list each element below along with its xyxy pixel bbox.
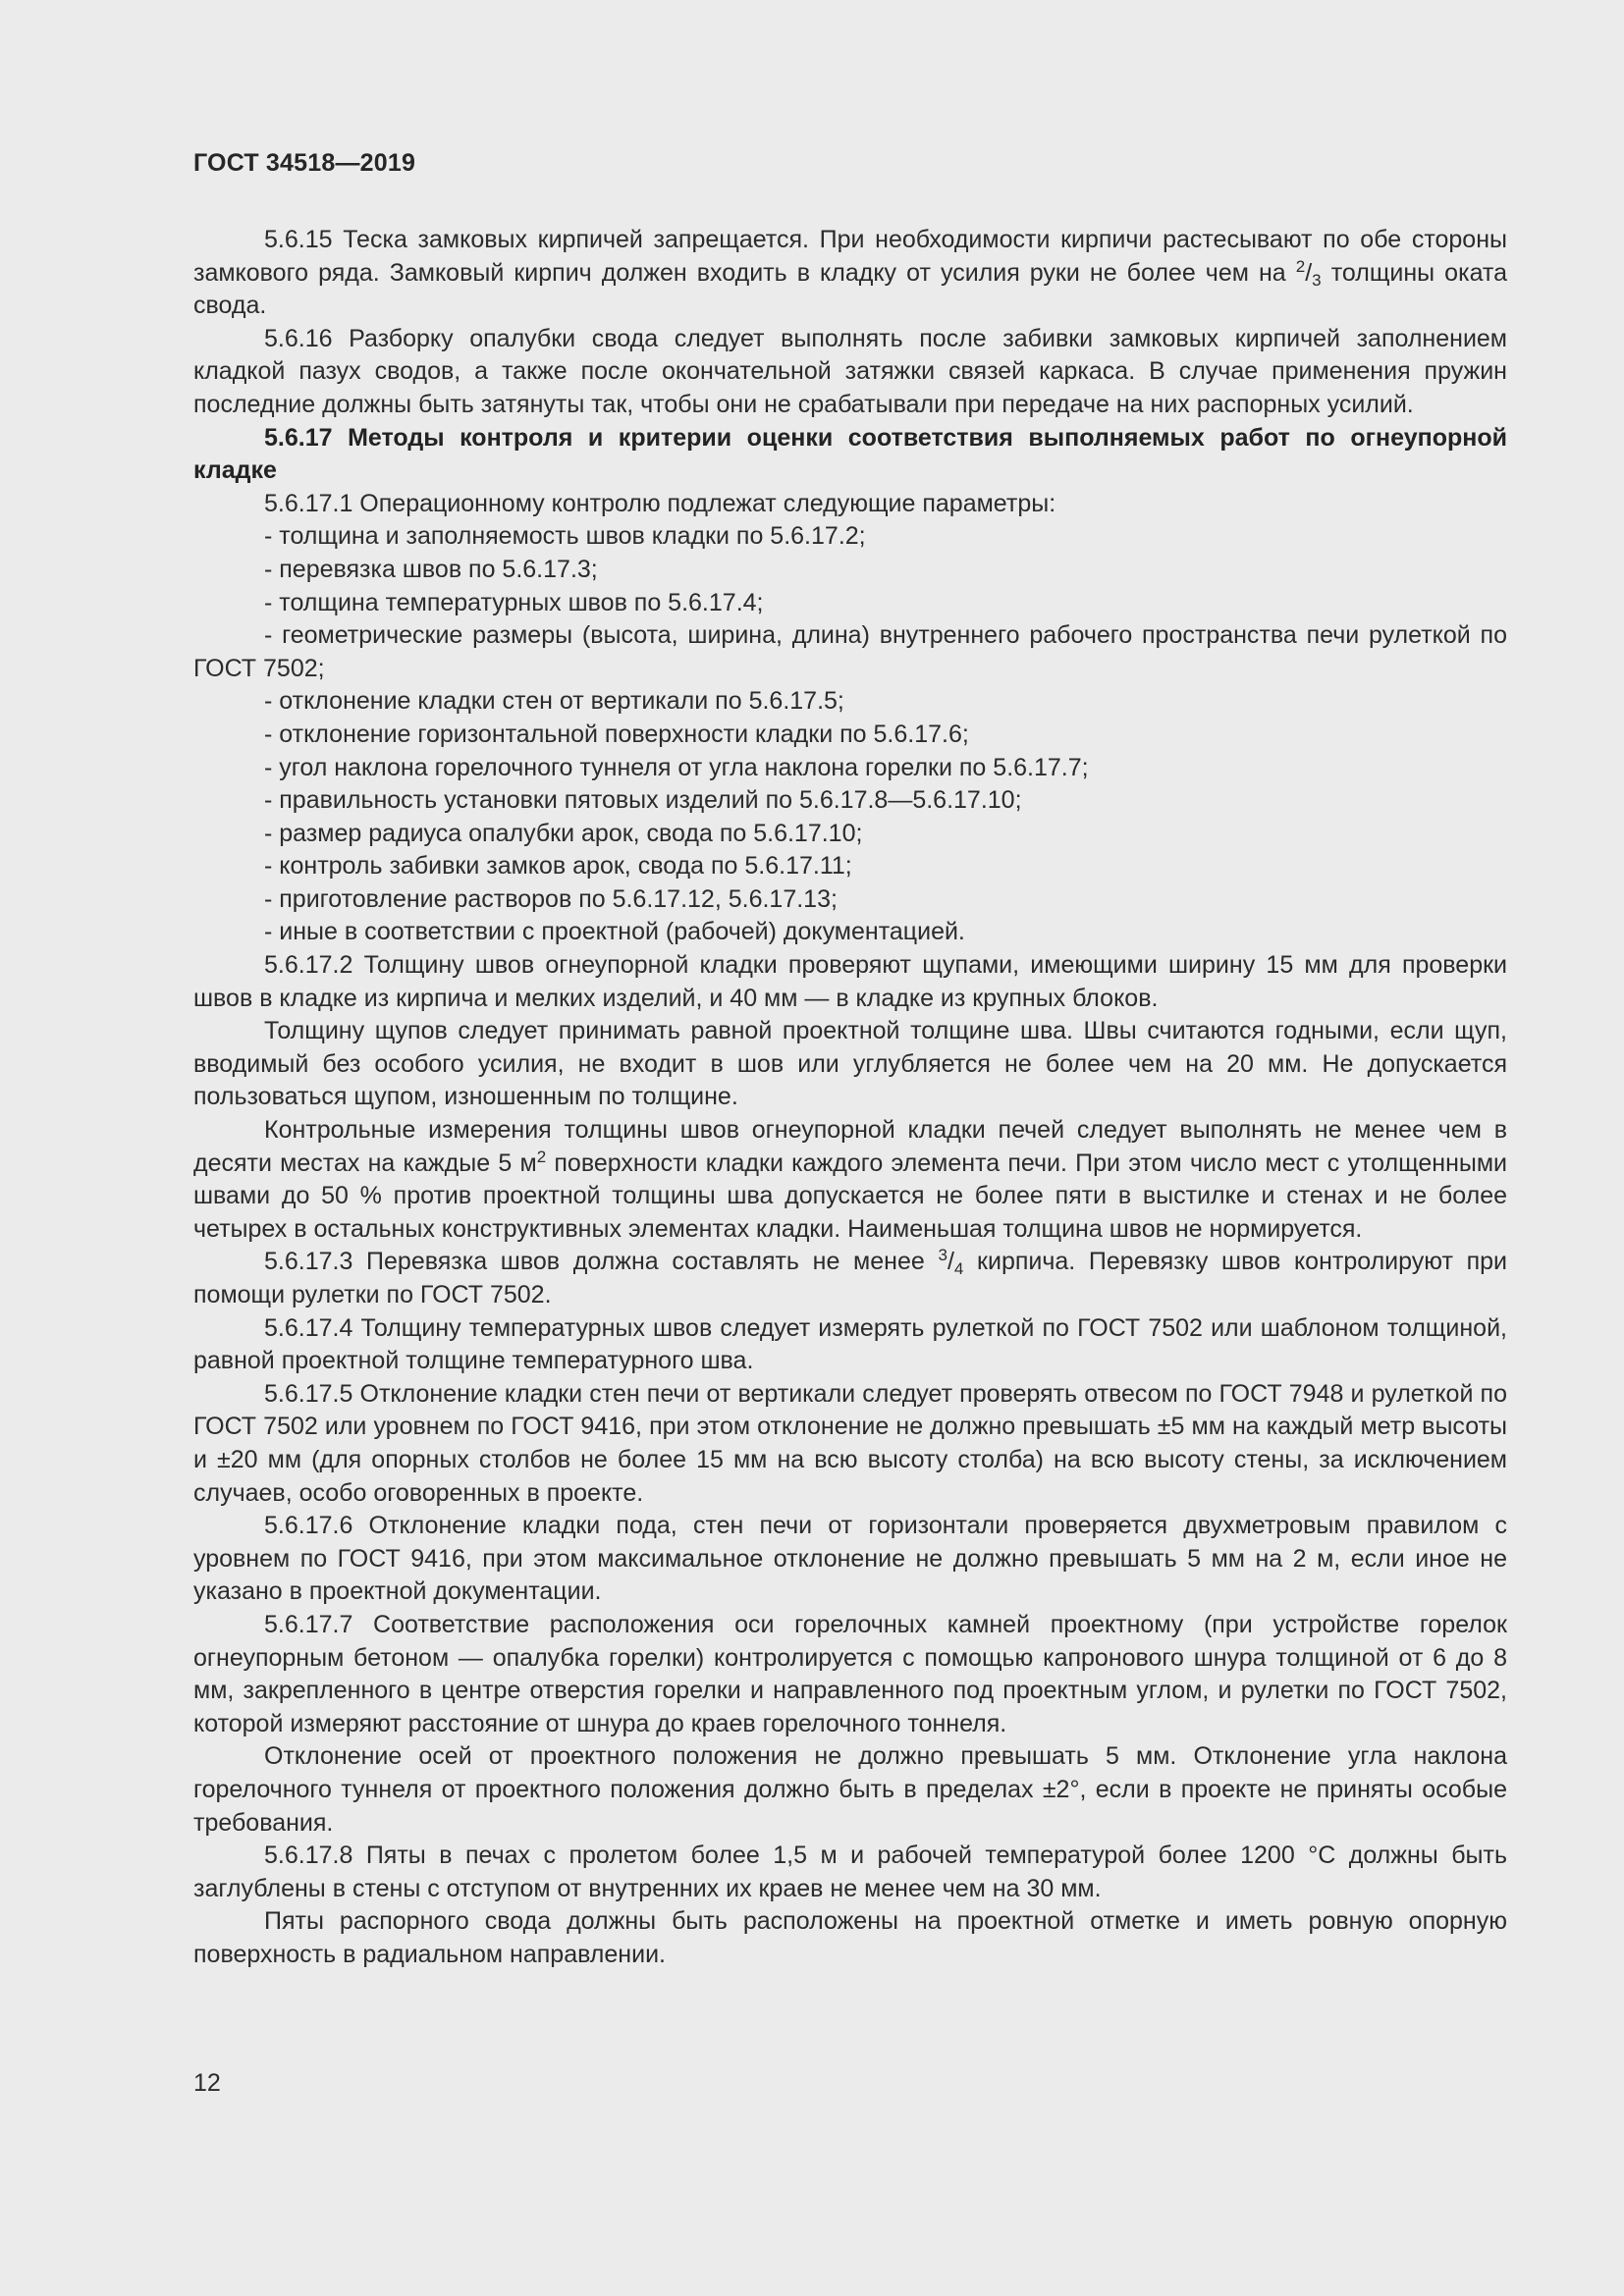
page-number: 12 <box>193 2069 221 2097</box>
paragraph-axis-deviation: Отклонение осей от проектного положения не должно превышать 5 мм. Отклонение угла наклона горелочного туннеля от проектного положения должно быть в пределах ±2°, если в проекте не приняты особые требования. <box>193 1742 1507 1837</box>
list-item: - контроль забивки замков арок, свода по 5.6.17.11; <box>264 852 852 881</box>
paragraph-control-measurements <box>193 1114 1507 1246</box>
list-item: - отклонение горизонтальной поверхности кладки по 5.6.17.6; <box>264 720 969 748</box>
document-header: ГОСТ 34518—2019 <box>193 149 416 177</box>
paragraph-text: Контрольные измерения толщины швов огнеупорной кладки печей следует выполнять не менее чем в десяти местах на каждые 5 м <box>193 1116 1507 1177</box>
list-item: - иные в соответствии с проектной (рабочей) документацией. <box>264 918 965 946</box>
list-item: - перевязка швов по 5.6.17.3; <box>264 555 598 583</box>
paragraph-5-6-17-4: 5.6.17.4 Толщину температурных швов следует измерять рулеткой по ГОСТ 7502 или шаблоном толщиной, равной проектной толщине температурного шва. <box>193 1313 1507 1375</box>
paragraph-5-6-15: 5.6.15 Теска замковых кирпичей запрещается. При необходимости кирпичи растесывают по обе стороны замкового ряда. Замковый кирпич должен входить в кладку от усилия руки не более чем на $^2/_3$ толщины оката свода. <box>193 226 1507 320</box>
paragraph-5-6-17-6: 5.6.17.6 Отклонение кладки пода, стен печи от горизонтали проверяется двухметровым правилом с уровнем по ГОСТ 9416, при этом максимальное отклонение не должно превышать 5 мм на 2 м, если иное не указано в проектной документации. <box>193 1512 1507 1606</box>
list-item: - размер радиуса опалубки арок, свода по 5.6.17.10; <box>264 819 863 847</box>
paragraph-probe-thickness: Толщину щупов следует принимать равной проектной толщине шва. Швы считаются годными, если щуп, вводимый без особого усилия, не входит в шов или углубляется не более чем на 20 мм. Не допускается пользоваться щупом, изношенным по толщине. <box>193 1017 1507 1111</box>
paragraph-text: 5.6.17.3 Перевязка швов должна составлять не менее <box>264 1248 925 1276</box>
fraction-numerator: 3 <box>938 1246 947 1265</box>
paragraph-5-6-17-2: 5.6.17.2 Толщину швов огнеупорной кладки проверяют щупами, имеющими ширину 15 мм для проверки швов в кладке из кирпича и мелких изделий, и 40 мм — в кладке из крупных блоков. <box>193 951 1507 1012</box>
paragraph-5-6-17-1: 5.6.17.1 Операционному контролю подлежат следующие параметры: <box>264 489 1056 517</box>
fraction-denominator: 3 <box>1312 270 1322 290</box>
paragraph-arch-heels: Пяты распорного свода должны быть расположены на проектной отметке и иметь ровную опорную поверхность в радиальном направлении. <box>193 1907 1507 1968</box>
paragraph-5-6-17-3: 5.6.17.3 Перевязка швов должна составлять не менее $^3/_4$ кирпича. Перевязку швов контролируют при помощи рулетки по ГОСТ 7502. <box>193 1246 1508 1308</box>
list-item: - правильность установки пятовых изделий по 5.6.17.8—5.6.17.10; <box>264 786 1022 815</box>
list-item: - угол наклона горелочного туннеля от угла наклона горелки по 5.6.17.7; <box>264 753 1089 781</box>
fraction-denominator: 4 <box>953 1259 964 1279</box>
list-item: - толщина температурных швов по 5.6.17.4; <box>264 588 764 616</box>
list-item: - приготовление растворов по 5.6.17.12, 5.6.17.13; <box>264 884 838 913</box>
paragraph-5-6-17-5: 5.6.17.5 Отклонение кладки стен печи от вертикали следует проверять отвесом по ГОСТ 7948 и рулеткой по ГОСТ 7502 или уровнем по ГОСТ 9416, при этом отклонение не должно превышать ±5 мм на каждый метр высоты и ±20 мм (для опорных столбов не более 15 мм на всю высоту столба) на всю высоту стены, за исключением случаев, особо оговоренных в проекте. <box>193 1379 1507 1507</box>
paragraph-5-6-17-7: 5.6.17.7 Соответствие расположения оси горелочных камней проектному (при устройстве горелок огнеупорным бетоном — опалубка горелки) контролируется с помощью капронового шнура толщиной от 6 до 8 мм, закрепленного в центре отверстия горелки и направленного под проектным углом, и рулетки по ГОСТ 7502, которой измеряют расстояние от шнура до краев горелочного тоннеля. <box>193 1610 1507 1737</box>
paragraph-5-6-16: 5.6.16 Разборку опалубки свода следует выполнять после забивки замковых кирпичей заполнением кладкой пазух сводов, а также после окончательной затяжки связей каркаса. В случае применения пружин последние должны быть затянуты так, чтобы они не срабатывали при передаче на них распорных усилий. <box>193 324 1507 418</box>
list-item: - толщина и заполняемость швов кладки по 5.6.17.2; <box>264 522 866 551</box>
document-body <box>193 224 1507 1971</box>
section-heading-5-6-17: 5.6.17 Методы контроля и критерии оценки соответствия выполняемых работ по огнеупорной кладке <box>193 423 1507 485</box>
fraction-numerator: 2 <box>1295 256 1306 276</box>
list-item: - геометрические размеры (высота, ширина, длина) внутреннего рабочего пространства печи рулеткой по ГОСТ 7502; <box>193 621 1507 682</box>
paragraph-5-6-17-8: 5.6.17.8 Пяты в печах с пролетом более 1,5 м и рабочей температурой более 1200 °С должны быть заглублены в стены с отступом от внутренних их краев не менее чем на 30 мм. <box>193 1842 1507 1902</box>
list-item: - отклонение кладки стен от вертикали по 5.6.17.5; <box>264 687 844 716</box>
paragraph-text: 5.6.15 Теска замковых кирпичей запрещается. При необходимости кирпичи растесывают по обе стороны замкового ряда. Замковый кирпич должен входить в кладку от усилия руки не более чем на <box>193 226 1507 287</box>
superscript: 2 <box>536 1147 547 1166</box>
paragraph-text-end: толщины оката свода. <box>193 258 1507 320</box>
paragraph-text-end: поверхности кладки каждого элемента печи. При этом число мест с утолщенными швами до 50 % против проектной толщины шва допускается не более пяти в выстилке и стенах и не более четырех в остальных конструктивных элементах кладки. Наименьшая толщина швов не нормируется. <box>193 1148 1508 1243</box>
paragraph-text-end: кирпича. Перевязку швов контролируют при помощи рулетки по ГОСТ 7502. <box>193 1248 1508 1308</box>
